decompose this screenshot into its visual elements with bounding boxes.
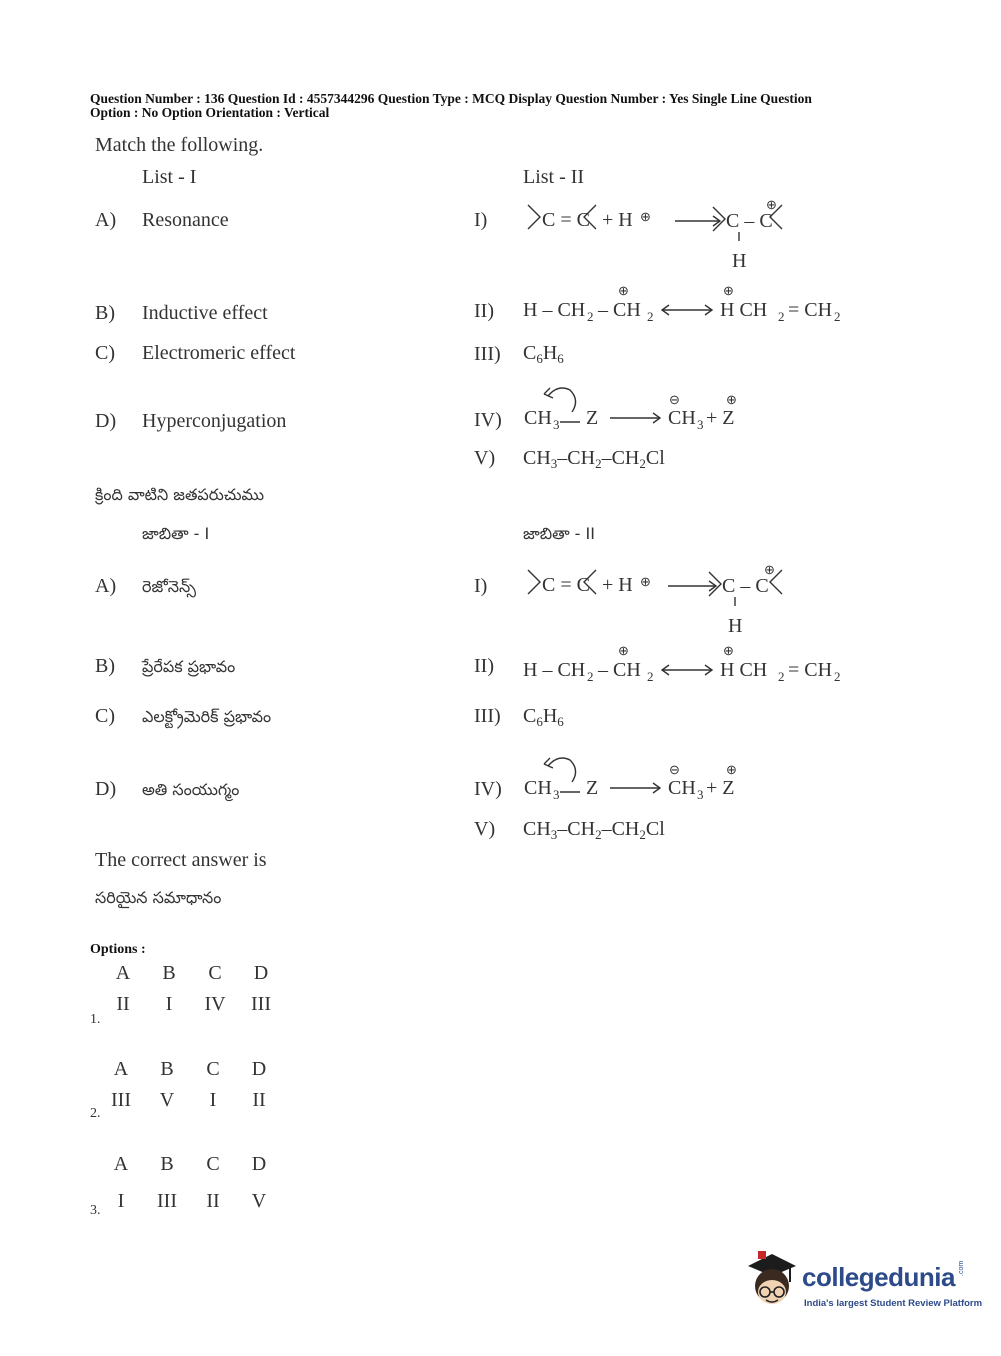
option-2-table[interactable]: [98, 1058, 282, 1112]
option-3-value-a: I: [117, 1190, 125, 1212]
option-3-value-b: III: [157, 1190, 177, 1212]
list1-key-b-te: B): [95, 655, 115, 677]
svg-text:⊖: ⊖: [669, 392, 680, 407]
svg-text:⊕: ⊕: [640, 574, 651, 589]
reaction-i-en: [520, 195, 820, 275]
list1-item-hyperconjugation-te: అతి సంయుగ్మం: [142, 780, 240, 799]
list1-title-te: జాబితా - I: [142, 524, 210, 543]
svg-text:⊕: ⊕: [726, 762, 737, 777]
list1-key-d: D): [95, 410, 117, 432]
option-2-number[interactable]: 2.: [90, 1106, 101, 1121]
svg-text:⊕: ⊕: [618, 283, 629, 298]
svg-text:⊕: ⊕: [723, 643, 734, 658]
option-2-header-d: D: [251, 1058, 267, 1080]
reaction-ii-te: [520, 640, 860, 690]
svg-text:+ Z: + Z: [706, 407, 735, 429]
option-3-header-b: B: [160, 1153, 174, 1175]
svg-text:⊕: ⊕: [723, 283, 734, 298]
svg-text:Z: Z: [586, 777, 599, 799]
list1-item-electromeric-te: ఎలక్ట్రోమెరిక్ ప్రభావం: [142, 707, 272, 726]
option-3-value-c: II: [206, 1190, 220, 1212]
svg-text:⊖: ⊖: [669, 762, 680, 777]
svg-text:C = C: C = C: [542, 574, 590, 596]
svg-text:H – CH: H – CH: [523, 659, 586, 681]
svg-text:⊕: ⊕: [640, 209, 651, 224]
svg-text:+ H: + H: [602, 209, 633, 231]
reaction-i-te: [520, 560, 820, 640]
option-3-value-d: V: [251, 1190, 267, 1212]
list1-item-electromeric: Electromeric effect: [142, 342, 296, 364]
option-1-value-b: I: [165, 993, 173, 1015]
svg-text:2: 2: [647, 669, 654, 684]
option-3-header-a: A: [113, 1153, 129, 1175]
list2-key-iii: III): [474, 343, 501, 365]
svg-text:2: 2: [778, 669, 785, 684]
list1-key-d-te: D): [95, 778, 117, 800]
svg-text:3: 3: [697, 787, 704, 802]
svg-text:2: 2: [778, 309, 785, 324]
option-1-header-c: C: [208, 962, 222, 984]
question-meta-line1: Question Number : 136 Question Id : 4557344296 Question Type : MCQ Display Question Number : Yes Single Line Question: [90, 91, 812, 106]
option-2-value-c: I: [209, 1089, 217, 1111]
options-label: Options :: [90, 942, 146, 957]
option-1-header-b: B: [162, 962, 176, 984]
option-1-value-c: IV: [204, 993, 226, 1015]
option-1-value-a: II: [116, 993, 130, 1015]
svg-text:– CH: – CH: [598, 659, 641, 681]
benzene-te: $C_6H_6$: [523, 705, 564, 729]
reaction-iv-te: [520, 752, 760, 812]
option-3-table[interactable]: [98, 1153, 282, 1213]
list1-key-a: A): [95, 209, 117, 231]
list1-key-c: C): [95, 342, 115, 364]
svg-text:= CH: = CH: [788, 299, 833, 321]
svg-text:2: 2: [587, 669, 594, 684]
brand-tagline: India's largest Student Review Platform: [804, 1298, 983, 1309]
svg-text:3: 3: [697, 417, 704, 432]
option-1-value-d: III: [251, 993, 271, 1015]
option-2-header-c: C: [206, 1058, 220, 1080]
svg-text:C = C: C = C: [542, 209, 590, 231]
list2-key-ii-te: II): [474, 655, 494, 677]
list2-key-v-te: V): [474, 818, 496, 840]
svg-text:H: H: [732, 250, 747, 272]
svg-text:– CH: – CH: [598, 299, 641, 321]
svg-text:CH: CH: [524, 777, 552, 799]
svg-text:CH: CH: [524, 407, 552, 429]
svg-text:3: 3: [553, 787, 560, 802]
list2-key-i: I): [474, 209, 488, 231]
brand-name: collegedunia: [802, 1262, 955, 1292]
list1-item-hyperconjugation: Hyperconjugation: [142, 410, 287, 432]
list2-key-i-te: I): [474, 575, 488, 597]
svg-text:H – CH: H – CH: [523, 299, 586, 321]
svg-text:CH: CH: [668, 407, 696, 429]
prompt-telugu: క్రింది వాటిని జతపరుచుము: [95, 485, 264, 504]
list1-key-b: B): [95, 302, 115, 324]
list2-key-v: V): [474, 447, 496, 469]
list2-key-ii: II): [474, 300, 494, 322]
svg-text:C – C: C – C: [726, 210, 773, 232]
prompt-english: Match the following.: [95, 134, 264, 156]
svg-text:2: 2: [647, 309, 654, 324]
list1-item-resonance: Resonance: [142, 209, 229, 231]
option-2-header-b: B: [160, 1058, 174, 1080]
svg-text:H CH: H CH: [720, 659, 768, 681]
propyl-chloride-en: $CH_3-CH_2-CH_2Cl$: [523, 447, 665, 471]
svg-text:3: 3: [553, 417, 560, 432]
option-3-number[interactable]: 3.: [90, 1203, 101, 1218]
brand-dotcom: .com: [958, 1260, 965, 1276]
option-1-number[interactable]: 1.: [90, 1012, 101, 1027]
option-3-header-d: D: [251, 1153, 267, 1175]
svg-text:H CH: H CH: [720, 299, 768, 321]
svg-text:⊕: ⊕: [766, 197, 777, 212]
list1-key-c-te: C): [95, 705, 115, 727]
list1-title-en: List - I: [142, 166, 197, 188]
svg-text:C – C: C – C: [722, 575, 769, 597]
svg-text:Z: Z: [586, 407, 599, 429]
svg-text:⊕: ⊕: [618, 643, 629, 658]
propyl-chloride-te: $CH_3-CH_2-CH_2Cl$: [523, 818, 665, 842]
benzene-en: $C_6H_6$: [523, 342, 564, 366]
option-1-header-d: D: [253, 962, 269, 984]
list2-key-iv-te: IV): [474, 778, 502, 800]
option-2-header-a: A: [113, 1058, 129, 1080]
list1-item-resonance-te: రెజోనెన్స్: [142, 577, 196, 596]
list1-item-inductive: Inductive effect: [142, 302, 268, 324]
svg-text:CH: CH: [668, 777, 696, 799]
option-1-header-a: A: [115, 962, 131, 984]
list1-item-inductive-te: ప్రేరేపక ప్రభావం: [142, 657, 236, 676]
svg-text:2: 2: [834, 309, 841, 324]
option-3-header-c: C: [206, 1153, 220, 1175]
list2-key-iii-te: III): [474, 705, 501, 727]
collegedunia-mascot-icon: [742, 1248, 800, 1310]
svg-text:H: H: [728, 615, 743, 637]
option-2-value-a: III: [111, 1089, 131, 1111]
svg-text:= CH: = CH: [788, 659, 833, 681]
svg-text:2: 2: [834, 669, 841, 684]
svg-text:+ Z: + Z: [706, 777, 735, 799]
question-meta-line2: Option : No Option Orientation : Vertical: [90, 105, 330, 120]
reaction-iv-en: [520, 382, 760, 442]
answer-prompt-te: సరియైన సమాధానం: [95, 888, 222, 907]
reaction-ii-en: [520, 280, 860, 330]
answer-prompt-en: The correct answer is: [95, 849, 267, 871]
svg-text:⊕: ⊕: [726, 392, 737, 407]
list2-title-te: జాబితా - II: [523, 524, 595, 543]
list1-key-a-te: A): [95, 575, 117, 597]
svg-text:2: 2: [587, 309, 594, 324]
list2-key-iv: IV): [474, 409, 502, 431]
option-1-table[interactable]: [100, 962, 284, 1016]
svg-text:+ H: + H: [602, 574, 633, 596]
option-2-value-d: II: [252, 1089, 266, 1111]
option-2-value-b: V: [159, 1089, 175, 1111]
svg-text:⊕: ⊕: [764, 562, 775, 577]
list2-title-en: List - II: [523, 166, 585, 188]
